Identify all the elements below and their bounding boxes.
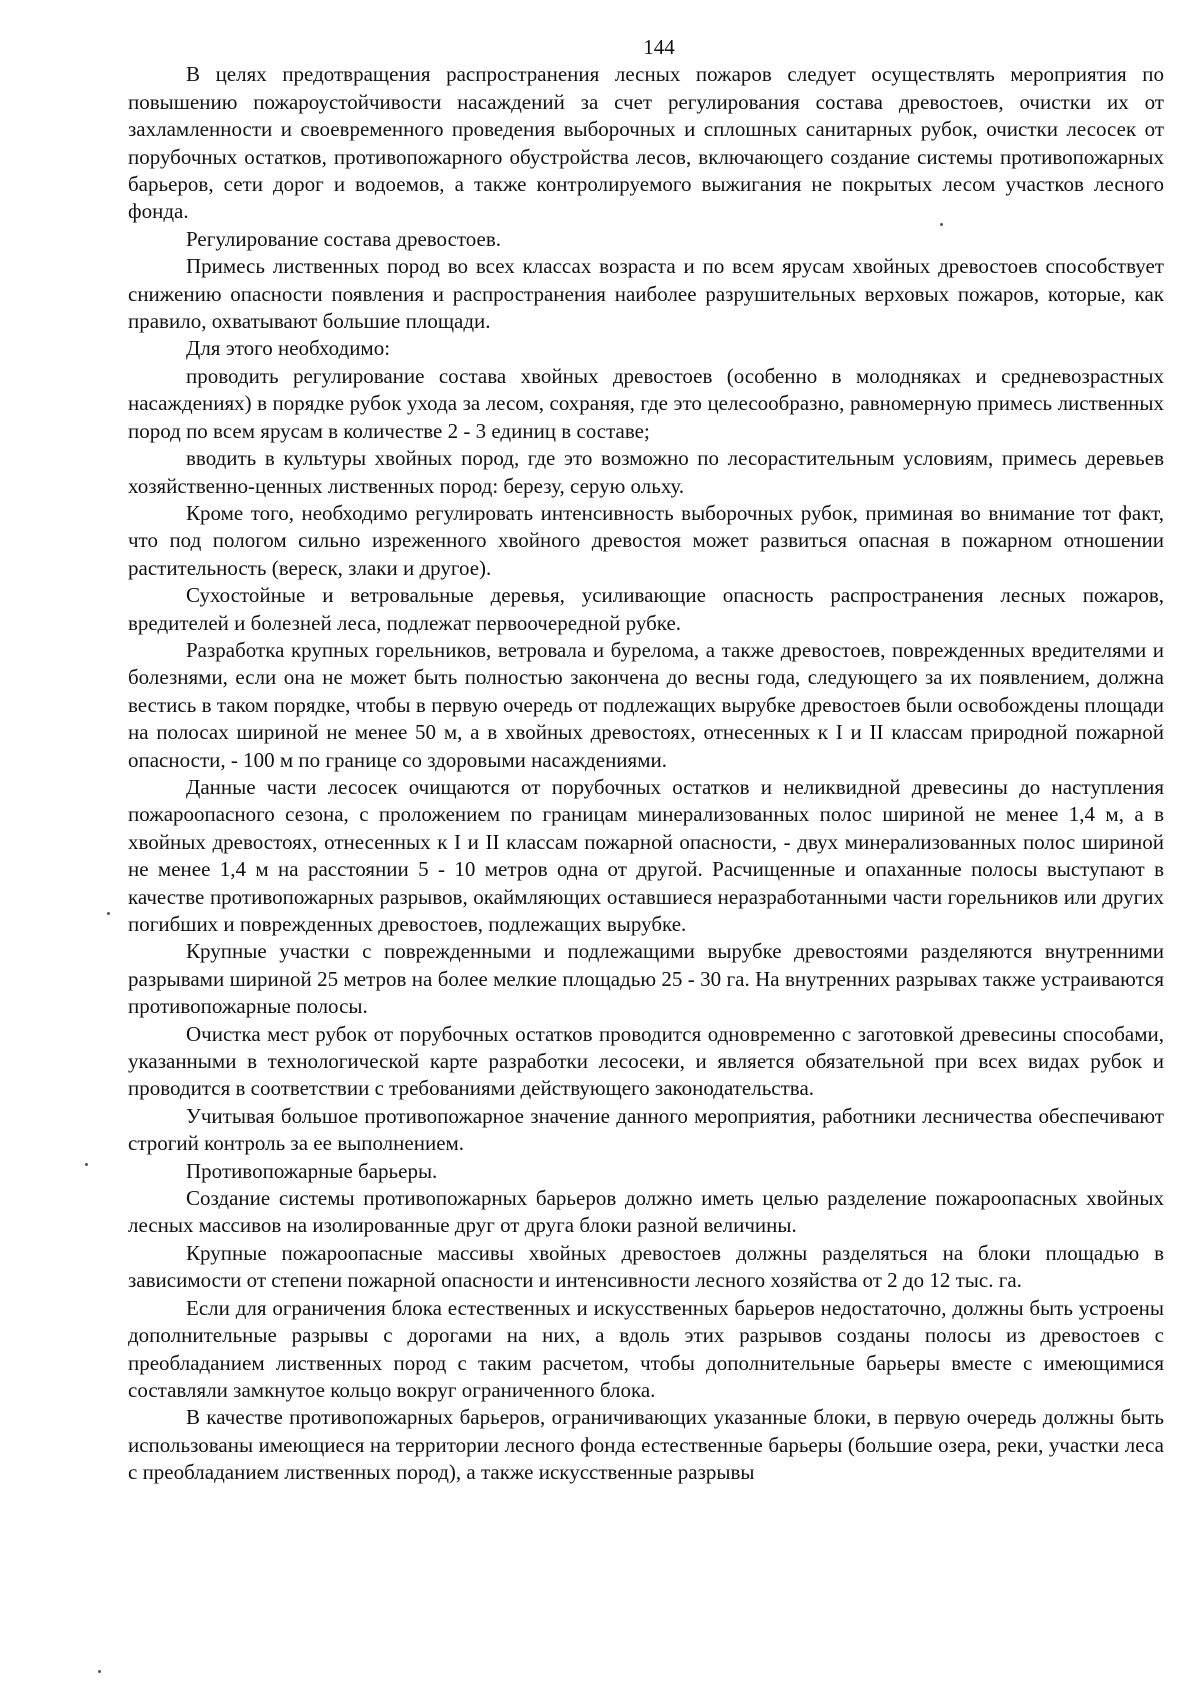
- scan-speck: [107, 912, 110, 915]
- paragraph: Учитывая большое противопожарное значение данного мероприятия, работники лесничества обеспечивают строгий контроль за ее выполнением.: [128, 1103, 1164, 1156]
- paragraph: В целях предотвращения распространения лесных пожаров следует осуществлять мероприятия по повышению пожароустойчивости насаждений за счет регулирования состава древостоев, очистки их от захламленности и своевременного проведения выборочных и сплошных санитарных рубок, очистки лесосек от порубочных остатков, противопожарного обустройства лесов, включающего создание системы противопожарных барьеров, сети дорог и водоемов, а также контролируемого выжигания не покрытых лесом участков лесного фонда.: [128, 62, 1164, 224]
- paragraph: Данные части лесосек очищаются от порубочных остатков и неликвидной древесины до наступления пожароопасного сезона, с проложением по границам минерализованных полос шириной не менее 1,4 м, а в хвойных древостоях, отнесенных к I и II классам пожарной опасности, - двух минерализованных полос шириной не менее 1,4 м на расстоянии 5 - 10 метров одна от другой. Расчищенные и опаханные полосы выступают в качестве противопожарных разрывов, окаймляющих оставшиеся неразработанными части горельников или других погибших и поврежденных древостоев, подлежащих вырубке.: [128, 774, 1164, 936]
- paragraph: Для этого необходимо:: [186, 336, 391, 361]
- paragraph: Примесь лиственных пород во всех классах возраста и по всем ярусам хвойных древостоев способствует снижению опасности появления и распространения наиболее разрушительных верховых пожаров, которые, как правило, охватывают большие площади.: [128, 254, 1164, 334]
- paragraph: В качестве противопожарных барьеров, ограничивающих указанные блоки, в первую очередь должны быть использованы имеющиеся на территории лесного фонда естественные барьеры (большие озера, реки, участки леса с преобладанием лиственных пород), а также искусственные разрывы: [128, 1405, 1164, 1485]
- scan-speck: [85, 1163, 88, 1166]
- paragraph: Кроме того, необходимо регулировать интенсивность выборочных рубок, приминая во внимание тот факт, что под пологом сильно изреженного хвойного древостоя может развиться опасная в пожарном отношении растительность (вереск, злаки и другое).: [128, 500, 1164, 580]
- scan-speck: [98, 1670, 101, 1673]
- paragraph: Очистка мест рубок от порубочных остатков проводится одновременно с заготовкой древесины способами, указанными в технологической карте разработки лесосеки, и является обязательной при всех видах рубок и проводится в соответствии с требованиями действующего законодательства.: [128, 1021, 1164, 1101]
- document-page: [128, 34, 1164, 1487]
- paragraph: Сухостойные и ветровальные деревья, усиливающие опасность распространения лесных пожаров, вредителей и болезней леса, подлежат первоочередной рубке.: [128, 583, 1164, 635]
- paragraph: Если для ограничения блока естественных и искусственных барьеров недостаточно, должны быть устроены дополнительные разрывы с дорогами на них, а вдоль этих разрывов созданы полосы из древостоев с преобладанием лиственных пород с таким расчетом, чтобы дополнительные барьеры вместе с имеющимися составляли замкнутое кольцо вокруг ограниченного блока.: [128, 1295, 1164, 1402]
- paragraph: Создание системы противопожарных барьеров должно иметь целью разделение пожароопасных хвойных лесных массивов на изолированные друг от друга блоки разной величины.: [128, 1186, 1164, 1238]
- paragraph: Крупные пожароопасные массивы хвойных древостоев должны разделяться на блоки площадью в зависимости от степени пожарной опасности и интенсивности лесного хозяйства от 2 до 12 тыс. га.: [128, 1240, 1164, 1293]
- page-number: 144: [643, 35, 675, 59]
- paragraph: проводить регулирование состава хвойных древостоев (особенно в молодняках и средневозрастных насаждениях) в порядке рубок ухода за лесом, сохраняя, где это целесообразно, равномерную примесь лиственных пород по всем ярусам в количестве 2 - 3 единиц в составе;: [128, 363, 1164, 443]
- paragraph: Разработка крупных горельников, ветровала и бурелома, а также древостоев, поврежденных вредителями и болезнями, если она не может быть полностью закончена до весны года, следующего за их появлением, должна вестись в таком порядке, чтобы в первую очередь от подлежащих вырубке древостоев были освобождены площади на полосах шириной не менее 50 м, а в хвойных древостоях, отнесенных к I и II классам природной пожарной опасности, - 100 м по границе со здоровыми насаждениями.: [128, 637, 1164, 772]
- paragraph: Регулирование состава древостоев.: [186, 226, 502, 251]
- paragraph: вводить в культуры хвойных пород, где это возможно по лесорастительным условиям, примесь деревьев хозяйственно-ценных лиственных пород: березу, серую ольху.: [128, 446, 1164, 498]
- paragraph: Противопожарные барьеры.: [186, 1158, 438, 1183]
- paragraph: Крупные участки с поврежденными и подлежащими вырубке древостоями разделяются внутренними разрывами шириной 25 метров на более мелкие площадью 25 - 30 га. На внутренних разрывах также устраиваются противопожарные полосы.: [128, 939, 1164, 1019]
- scan-speck: [940, 223, 943, 226]
